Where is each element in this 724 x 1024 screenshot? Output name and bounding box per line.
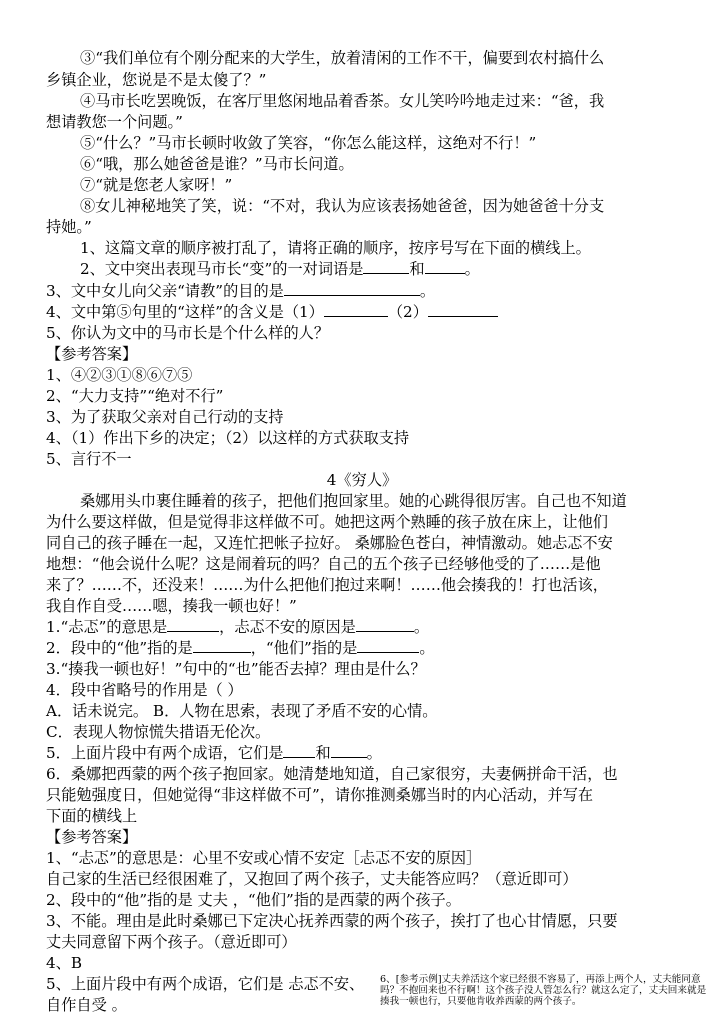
s4-q2-blank-2[interactable] [357,638,419,653]
s4-answer-6-line-1: 6、[参考示例]丈夫养活这个家已经很不容易了，再添上两个人，丈夫能同意吗？不抱 [380,974,701,996]
s4-answer-2: 2、段中的“他”指的是 丈夫 ，“他们”指的是西蒙的两个孩子。 [46,891,461,909]
s3-q2-blank-2[interactable] [425,259,465,274]
paragraph-6: ⑥“哦，那么她爸爸是谁？”马市长问道。 [80,155,354,173]
s4-q5-text: 5．上面片段中有两个成语，它们是 [46,744,284,762]
s3-q3-end: 。 [419,282,436,300]
paragraph-7: ⑦“就是您老人家呀！” [80,176,233,194]
s4-answer-3-line-1: 3、不能。理由是此时桑娜已下定决心抚养西蒙的两个孩子，挨打了也心甘情愿，只要 [46,912,618,930]
paragraph-4-line-2: 想请教您一个问题。” [46,113,183,131]
s4-answer-1-line-2: 自己家的生活已经很困难了，又抱回了两个孩子，丈夫能答应吗？（意近即可） [46,870,578,888]
passage-line-4: 地想：“他会说什么呢？这是闹着玩的吗？自己的五个孩子已经够他受的了……是他 [46,555,601,573]
paragraph-4-line-1: ④马市长吃罢晚饭，在客厅里悠闲地品着香茶。女儿笑吟吟地走过来：“爸，我 [80,92,605,110]
passage-line-5: 来了？……不，还没来！……为什么把他们抱过来啊！……他会揍我的！打也活该， [46,576,608,594]
s3-q4-mid: （2） [387,303,428,321]
passage-line-3: 同自己的孩子睡在一起，又连忙把帐子拉好。 桑娜脸色苍白，神情激动。她忐忑不安 [46,534,613,552]
s3-q4-blank-1[interactable] [324,302,388,317]
s4-q1-text: 1.“忐忑”的意思是 [46,618,168,636]
s4-question-6-line-1: 6．桑娜把西蒙的两个孩子抱回家。她清楚地知道，自己家很穷，夫妻俩拼命干活，也 [46,765,618,783]
s4-q2-blank-1[interactable] [193,638,251,653]
section-4-title: 4《穷人》 [326,471,398,489]
s4-answer-3-line-2: 丈夫同意留下两个孩子。（意近即可） [46,933,297,951]
passage-line-1: 桑娜用头巾裹住睡着的孩子，把他们抱回家里。她的心跳得很厉害。自己也不知道 [80,492,627,510]
s3-answer-header: 【参考答案】 [46,345,138,363]
s3-q2-blank-1[interactable] [363,259,409,274]
s4-question-4: 4．段中省略号的作用是（ ） [46,681,243,699]
s3-question-1: 1、这篇文章的顺序被打乱了，请将正确的顺序，按序号写在下面的横线上。 [80,239,591,257]
s4-q1-mid: ，忐忑不安的原因是 [219,618,356,636]
s3-q2-end: 。 [464,260,480,278]
s4-answer-5-line-1: 5、上面片段中有两个成语，它们是 忐忑不安、 [46,975,365,993]
s3-q4-text: 4、文中第⑤句里的“这样”的含义是（1） [46,303,324,321]
s4-q5-blank-1[interactable] [283,743,315,758]
s3-question-4 [46,302,498,322]
s3-question-2 [80,259,480,279]
s4-q4-option-c: C．表现人物惊慌失措语无伦次。 [46,723,271,741]
s3-answer-1: 1、④②③①⑧⑥⑦⑤ [46,366,193,384]
s4-q2-text: 2．段中的“他”指的是 [46,639,193,657]
passage-line-2: 为什么要这样做，但是觉得非这样做不可。她把这两个熟睡的孩子放在床上，让他们 [46,513,608,531]
s4-answer-5-line-2: 自作自受 。 [46,996,127,1014]
paragraph-3-line-1: ③“我们单位有个刚分配来的大学生，放着清闲的工作不干，偏要到农村搞什么 [80,49,605,67]
s3-q4-blank-2[interactable] [428,302,498,317]
s4-question-6-line-2: 只能勉强度日，但她觉得“非这样做不可”，请你推测桑娜当时的内心活动，并写在 [46,786,594,804]
s4-q2-end: 。 [419,639,435,657]
s4-answer-4: 4、B [46,954,83,972]
s4-q1-blank-2[interactable] [356,617,414,632]
s3-answer-4: 4、（1）作出下乡的决定；（2）以这样的方式获取支持 [46,429,410,447]
s4-answer-header: 【参考答案】 [46,828,138,846]
answer-6-text [380,974,710,1007]
passage-line-6: 我自作自受……嗯，揍我一顿也好！” [46,597,297,615]
s3-q2-and: 和 [409,260,425,278]
s3-question-3 [46,281,435,301]
s4-question-1 [46,617,429,637]
s4-q1-end: 。 [413,618,430,636]
s4-q5-end: 。 [366,744,382,762]
s4-answer-6-line-3: 只要他肯收养西蒙的两个孩子。 [447,996,582,1007]
s4-question-6-line-3: 下面的横线上 [46,807,138,825]
s3-q2-text: 2、文中突出表现马市长“变”的一对词语是 [80,260,364,278]
s4-q4-option-a-b: A．话未说完。 B．人物在思索，表现了矛盾不安的心情。 [46,702,438,720]
s4-question-2 [46,638,435,658]
s3-question-5: 5、你认为文中的马市长是个什么样的人？ [46,324,330,342]
s3-answer-3: 3、为了获取父亲对自己行动的支持 [46,408,284,426]
s4-question-5 [46,743,382,763]
s3-q3-text: 3、文中女儿向父亲“请教”的目的是 [46,282,284,300]
s4-q2-mid: ，“他们”指的是 [250,639,358,657]
s4-question-3: 3.“揍我一顿也好！”句中的“也”能否去掉？理由是什么？ [46,660,426,678]
s3-q3-blank[interactable] [284,281,420,296]
s4-q1-blank-1[interactable] [167,617,219,632]
paragraph-8-line-1: ⑧女儿神秘地笑了笑，说：“不对，我认为应该表扬她爸爸，因为她爸爸十分支 [80,197,605,215]
s4-q5-blank-2[interactable] [331,743,367,758]
s3-answer-2: 2、“大力支持”“绝对不行” [46,387,224,405]
paragraph-3-line-2: 乡镇企业，您说是不是太傻了？” [46,71,267,89]
s4-answer-1-line-1: 1、“忐忑”的意思是：心里不安或心情不安定［忐忑不安的原因］ [46,849,482,867]
s4-q5-and: 和 [315,744,331,762]
paragraph-5: ⑤“什么？”马市长顿时收敛了笑容，“你怎么能这样，这绝对不行！” [80,134,537,152]
s4-answer-6-line-2: 回来也不行啊！这个孩子没人管怎么行？就这么定了，丈夫回来就是揍我一顿也行， [380,985,707,1007]
s3-answer-5: 5、言行不一 [46,450,132,468]
paragraph-8-line-2: 持她。” [46,218,92,236]
